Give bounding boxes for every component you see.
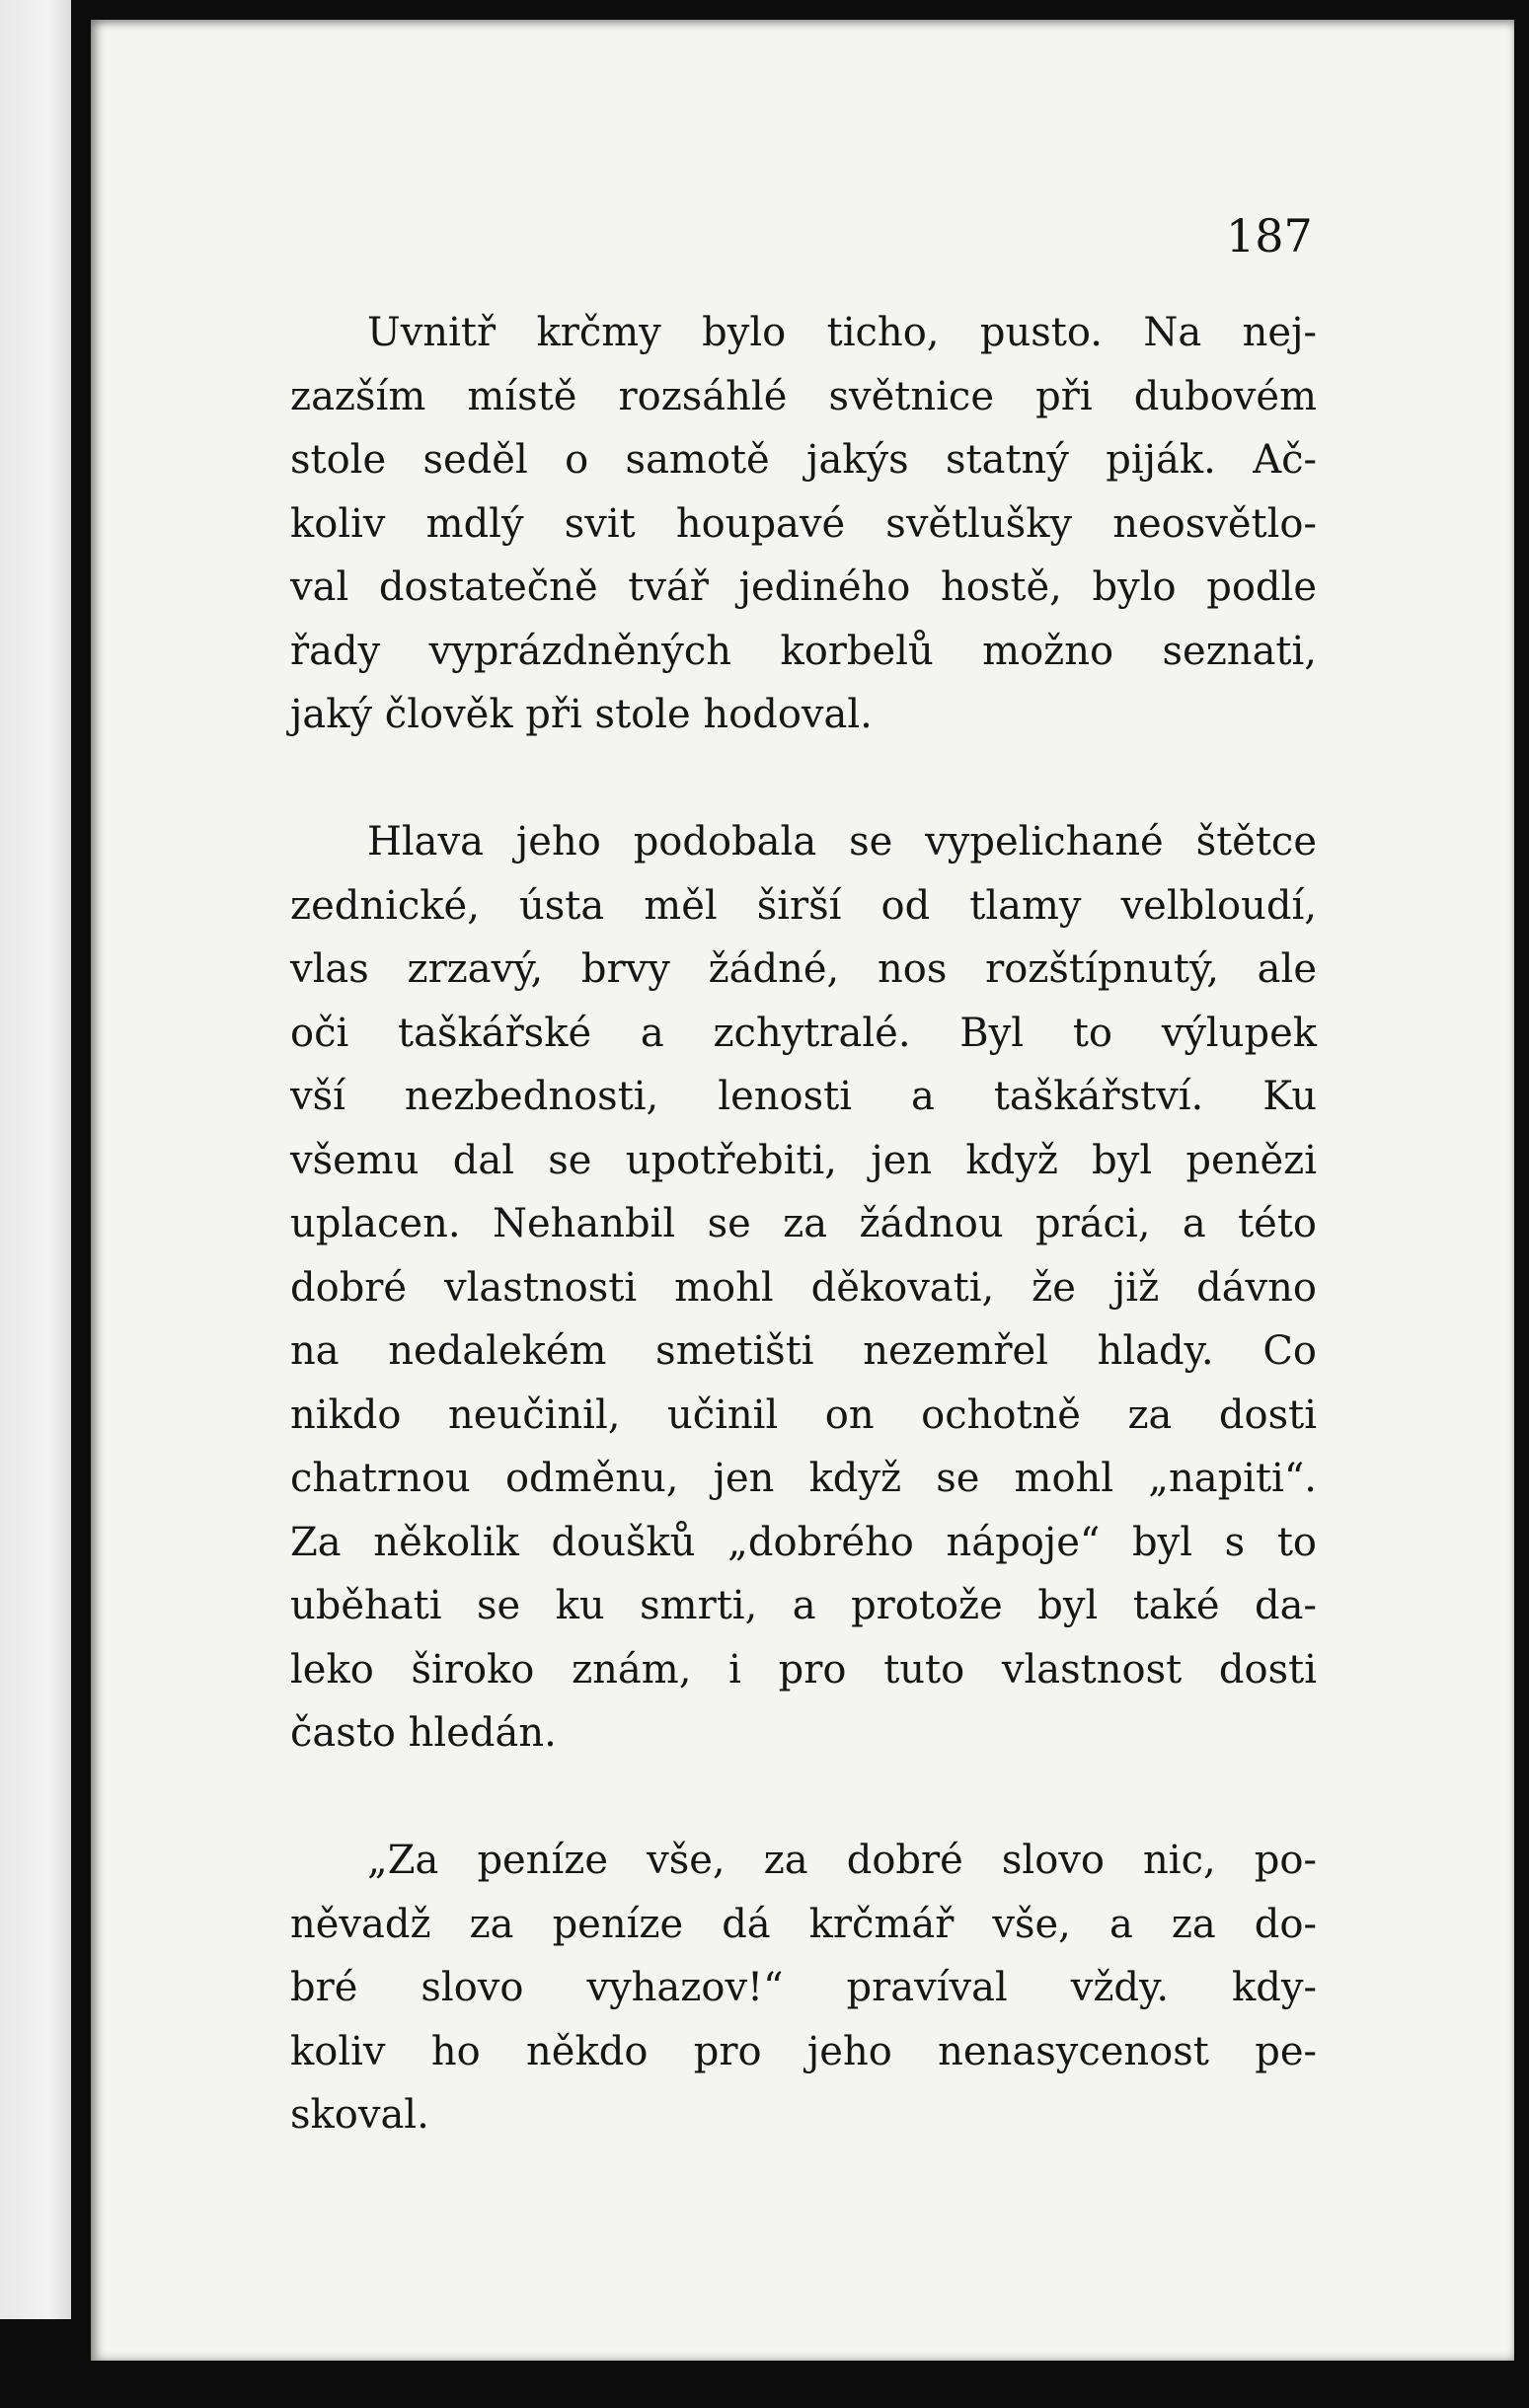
- text-line: koliv ho někdo pro jeho nenasycenost pe-: [290, 2028, 1317, 2074]
- paragraph-2: [290, 810, 1317, 1766]
- text-line: uběhati se ku smrti, a protože byl také da-: [290, 1583, 1317, 1628]
- text-line: zazším místě rozsáhlé světnice při dubovém: [290, 373, 1317, 419]
- text-line: všemu dal se upotřebiti, jen když byl penězi: [290, 1137, 1317, 1183]
- text-line: oči taškářské a zchytralé. Byl to výlupek: [290, 1010, 1317, 1056]
- text-line: val dostatečně tvář jediného hostě, bylo podle: [290, 564, 1317, 610]
- text-line: Hlava jeho podobala se vypelichané štětce: [367, 819, 1317, 865]
- paragraph-3: [290, 1829, 1317, 2147]
- body-text: [290, 301, 1317, 2147]
- text-line: jaký člověk při stole hodoval.: [290, 692, 873, 737]
- text-line: nikdo neučinil, učinil on ochotně za dosti: [290, 1392, 1317, 1438]
- text-line: na nedalekém smetišti nezemřel hlady. Co: [290, 1328, 1317, 1374]
- text-line: dobré vlastnosti mohl děkovati, že již dávno: [290, 1264, 1317, 1311]
- text-line: Uvnitř krčmy bylo ticho, pusto. Na nej-: [367, 310, 1317, 355]
- paragraph-1: [290, 301, 1317, 747]
- text-line: něvadž za peníze dá krčmář vše, a za do-: [290, 1901, 1317, 1947]
- text-line: leko široko znám, i pro tuto vlastnost dosti: [290, 1646, 1317, 1693]
- text-line: řady vyprázdněných korbelů možno seznati,: [290, 628, 1317, 674]
- text-line: skoval.: [290, 2092, 429, 2138]
- text-line: uplacen. Nehanbil se za žádnou práci, a této: [290, 1201, 1317, 1246]
- text-line: vší nezbednosti, lenosti a taškářství. Ku: [290, 1074, 1317, 1119]
- text-line: koliv mdlý svit houpavé světlušky neosvětlo-: [290, 500, 1317, 547]
- text-line: stole seděl o samotě jakýs statný piják. Ač-: [290, 437, 1317, 483]
- previous-page-edge: [0, 0, 71, 2319]
- text-line: „Za peníze vše, za dobré slovo nic, po-: [367, 1838, 1317, 1883]
- text-line: vlas zrzavý, brvy žádné, nos rozštípnutý, ale: [290, 946, 1317, 992]
- text-line: zednické, ústa měl širší od tlamy velbloudí,: [290, 882, 1317, 929]
- text-line: často hledán.: [290, 1710, 557, 1756]
- text-line: Za několik doušků „dobrého nápoje“ byl s to: [290, 1519, 1317, 1565]
- book-page: [91, 20, 1514, 2361]
- text-line: bré slovo vyhazov!“ pravíval vždy. kdy-: [290, 1965, 1317, 2010]
- text-line: chatrnou odměnu, jen když se mohl „napiti“.: [290, 1456, 1317, 1501]
- page-number: 187: [1226, 209, 1313, 263]
